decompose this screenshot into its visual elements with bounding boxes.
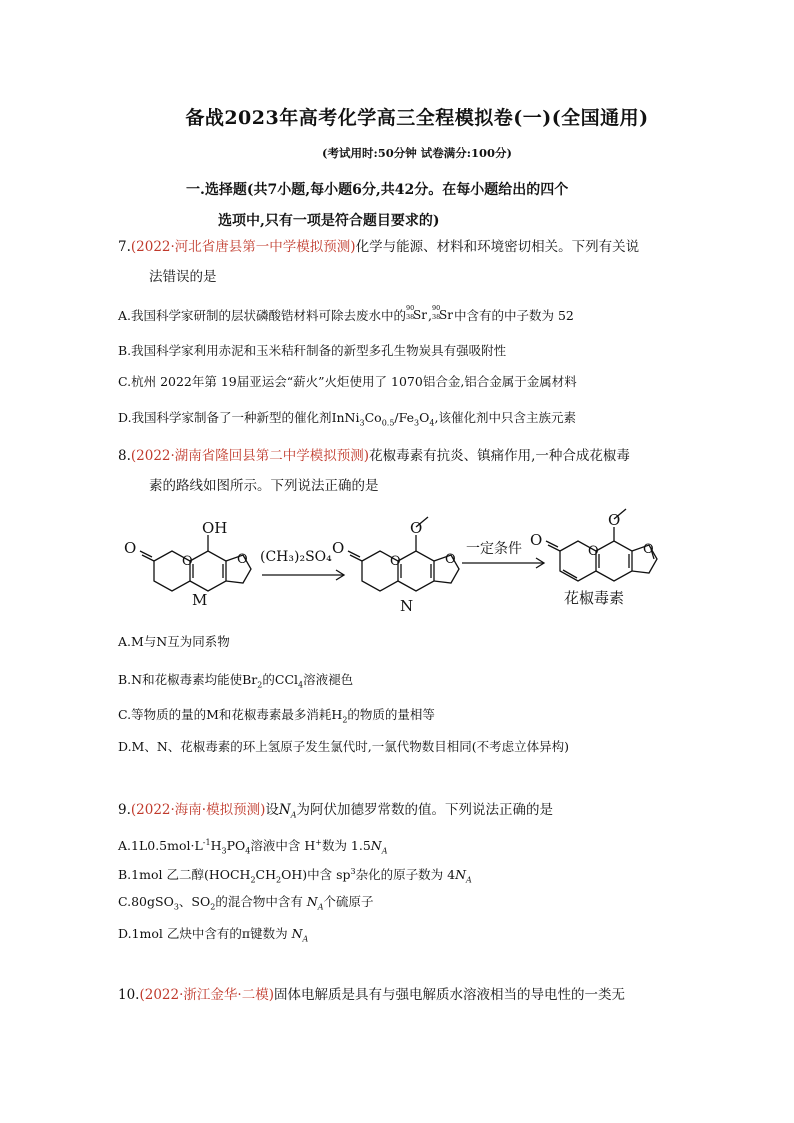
option-text: C.80gSO	[118, 894, 174, 909]
formula: InNi	[331, 410, 360, 425]
option-text: 的混合物中含有	[215, 894, 307, 909]
reagent-2: 一定条件	[466, 541, 522, 557]
question-number: 10.	[118, 987, 140, 1003]
superscript: 3	[350, 867, 356, 876]
question-source: (2022·浙江金华·二模)	[139, 987, 274, 1003]
option-text: A.我国科学家研制的层状磷酸锆材料可除去废水中的	[118, 308, 407, 323]
subscript: 3	[414, 418, 420, 428]
q7-option-d	[118, 408, 698, 434]
atomic-number: 38	[432, 313, 441, 321]
formula: O	[419, 410, 430, 425]
label-ring-o: O	[182, 554, 193, 569]
q9-option-b	[118, 862, 698, 891]
subscript: 3	[173, 902, 179, 912]
avogadro-symbol: N	[291, 926, 303, 941]
option-text: C.等物质的量的M和花椒毒素最多消耗	[118, 707, 332, 722]
reagent-1: (CH₃)₂SO₄	[260, 549, 332, 565]
question-number: 7.	[118, 239, 131, 255]
option-text: 个硫原子	[323, 894, 374, 909]
reaction-arrow-1	[262, 570, 344, 580]
label-oh: OH	[202, 519, 228, 537]
q8-option-a: A.M与N互为同系物	[118, 634, 230, 649]
subscript: 0.5	[381, 418, 395, 428]
label-p-furan-o: O	[643, 542, 654, 557]
superscript: +	[315, 838, 322, 847]
section-heading	[186, 175, 686, 237]
question-source: (2022·河北省唐县第一中学模拟预测)	[130, 239, 356, 255]
option-text: ,	[428, 308, 432, 323]
question-source: (2022·海南·模拟预测)	[130, 802, 266, 818]
page-subtitle: (考试用时:50分钟 试卷满分:100分)	[322, 146, 512, 160]
element-symbol: Sr	[439, 308, 453, 322]
atomic-number: 38	[406, 313, 415, 321]
question-10	[118, 980, 698, 1010]
option-text: 中含有的中子数为 52	[454, 308, 574, 323]
label-p-carbonyl-o: O	[530, 531, 543, 549]
q9-option-c	[118, 892, 698, 918]
subscript: 2	[250, 875, 256, 885]
label-n-methoxy-o: O	[410, 519, 423, 537]
formula: Co	[364, 410, 382, 425]
q7-option-a	[118, 306, 698, 326]
formula: H	[331, 707, 343, 722]
subscript: 4	[429, 418, 435, 428]
question-number: 9.	[118, 802, 131, 818]
label-furan-o: O	[237, 552, 248, 567]
question-8	[118, 441, 678, 501]
q9-option-a	[118, 833, 698, 862]
avogadro-symbol: N	[455, 867, 466, 883]
option-text: 的	[262, 672, 275, 687]
option-text: B.N和花椒毒素均能使	[118, 672, 243, 687]
subscript: A	[466, 875, 472, 885]
question-7	[118, 232, 678, 292]
label-n-furan-o: O	[445, 552, 456, 567]
option-text: B.1mol 乙二醇(HOCH	[118, 867, 251, 883]
avogadro-symbol: N	[370, 838, 382, 854]
section-heading-line2: 选项中,只有一项是符合题目要求的)	[218, 213, 440, 229]
q7-option-c: C.杭州 2022年第 19届亚运会“薪火”火炬使用了 1070铝合金,铝合金属于金属材料	[118, 374, 577, 389]
label-carbonyl-o: O	[124, 539, 137, 557]
page-title: 备战2023年高考化学高三全程模拟卷(一)(全国通用)	[185, 107, 649, 129]
subscript: 3	[221, 846, 227, 856]
option-text: D.1mol 乙炔中含有的	[118, 926, 242, 941]
subscript: A	[381, 846, 388, 856]
molecule-n	[348, 517, 459, 591]
label-p-ring-o: O	[588, 544, 599, 559]
q7-option-b: B.我国科学家利用赤泥和玉米秸秆制备的新型多孔生物炭具有强吸附性	[118, 343, 507, 358]
superscript: -1	[202, 838, 211, 847]
avogadro-symbol: N	[306, 894, 318, 909]
subscript: A	[317, 902, 324, 912]
element-symbol: Sr	[413, 308, 427, 322]
isotope-sr	[406, 304, 428, 322]
q8-option-b	[118, 670, 698, 696]
subscript: 2	[276, 875, 282, 885]
option-text: ,该催化剂中只含主族元素	[434, 410, 576, 425]
molecule-xanthotoxin	[546, 509, 657, 581]
subscript: 4	[298, 680, 304, 690]
section-heading-line1: 一.选择题(共7小题,每小题6分,共42分。在每小题给出的四个	[186, 182, 569, 198]
question-source: (2022·湖南省隆回县第二中学模拟预测)	[130, 448, 370, 464]
avogadro-symbol: N	[278, 802, 291, 818]
question-number: 8.	[118, 448, 131, 464]
mass-number: 90	[406, 304, 415, 312]
question-stem: 设	[265, 802, 279, 818]
question-9	[118, 795, 678, 831]
option-text: 杂化的原子数为 4	[355, 867, 456, 883]
question-stem: 固体电解质是具有与强电解质水溶液相当的导电性的一类无	[273, 987, 625, 1003]
label-p-methoxy-o: O	[608, 511, 621, 529]
formula: H	[210, 838, 222, 854]
mass-number: 90	[432, 304, 441, 312]
pi-symbol: π	[241, 926, 251, 941]
question-stem: 花椒毒素有抗炎、镇痛作用,一种合成花椒毒	[369, 448, 630, 464]
option-text: A.1L0.5mol·L	[118, 838, 203, 854]
option-text: 溶液中含 H	[250, 838, 316, 854]
subscript: 4	[245, 846, 251, 856]
subscript: 2	[342, 715, 348, 725]
option-text: 数为 1.5	[321, 838, 371, 854]
question-stem-cont: 素的路线如图所示。下列说法正确的是	[149, 478, 379, 494]
subscript: A	[302, 934, 309, 944]
subscript: A	[290, 810, 297, 820]
q8-option-c	[118, 705, 698, 731]
q8-option-d: D.M、N、花椒毒素的环上氢原子发生氯代时,一氯代物数目相同(不考虑立体异构)	[118, 739, 570, 754]
formula: PO	[226, 838, 246, 854]
subscript: 3	[359, 418, 365, 428]
option-text: 键数为	[250, 926, 292, 941]
label-n: N	[400, 597, 414, 615]
subscript: 2	[210, 902, 216, 912]
label-n-ring-o: O	[390, 554, 401, 569]
formula: CH	[255, 867, 277, 883]
formula: /Fe	[394, 410, 415, 425]
label-n-carbonyl-o: O	[332, 539, 345, 557]
option-text: D.我国科学家制备了一种新型的催化剂	[118, 410, 332, 425]
option-text: 溶液褪色	[303, 672, 354, 687]
subscript: 2	[257, 680, 263, 690]
reaction-arrow-2	[462, 558, 544, 568]
label-xanthotoxin: 花椒毒素	[564, 589, 625, 607]
question-stem: 为阿伏加德罗常数的值。下列说法正确的是	[296, 802, 553, 818]
isotope-sr	[432, 304, 454, 322]
option-text: 的物质的量相等	[347, 707, 435, 722]
molecule-m	[140, 535, 251, 591]
formula: Br	[242, 672, 258, 687]
q9-option-d	[118, 924, 698, 950]
question-stem: 化学与能源、材料和环境密切相关。下列有关说	[355, 239, 640, 255]
label-m: M	[192, 591, 208, 609]
question-stem-cont: 法错误的是	[149, 269, 217, 285]
formula: CCl	[274, 672, 299, 687]
reaction-scheme	[112, 505, 692, 615]
formula: 、SO	[178, 894, 211, 909]
option-text: OH)中含 sp	[281, 867, 351, 883]
